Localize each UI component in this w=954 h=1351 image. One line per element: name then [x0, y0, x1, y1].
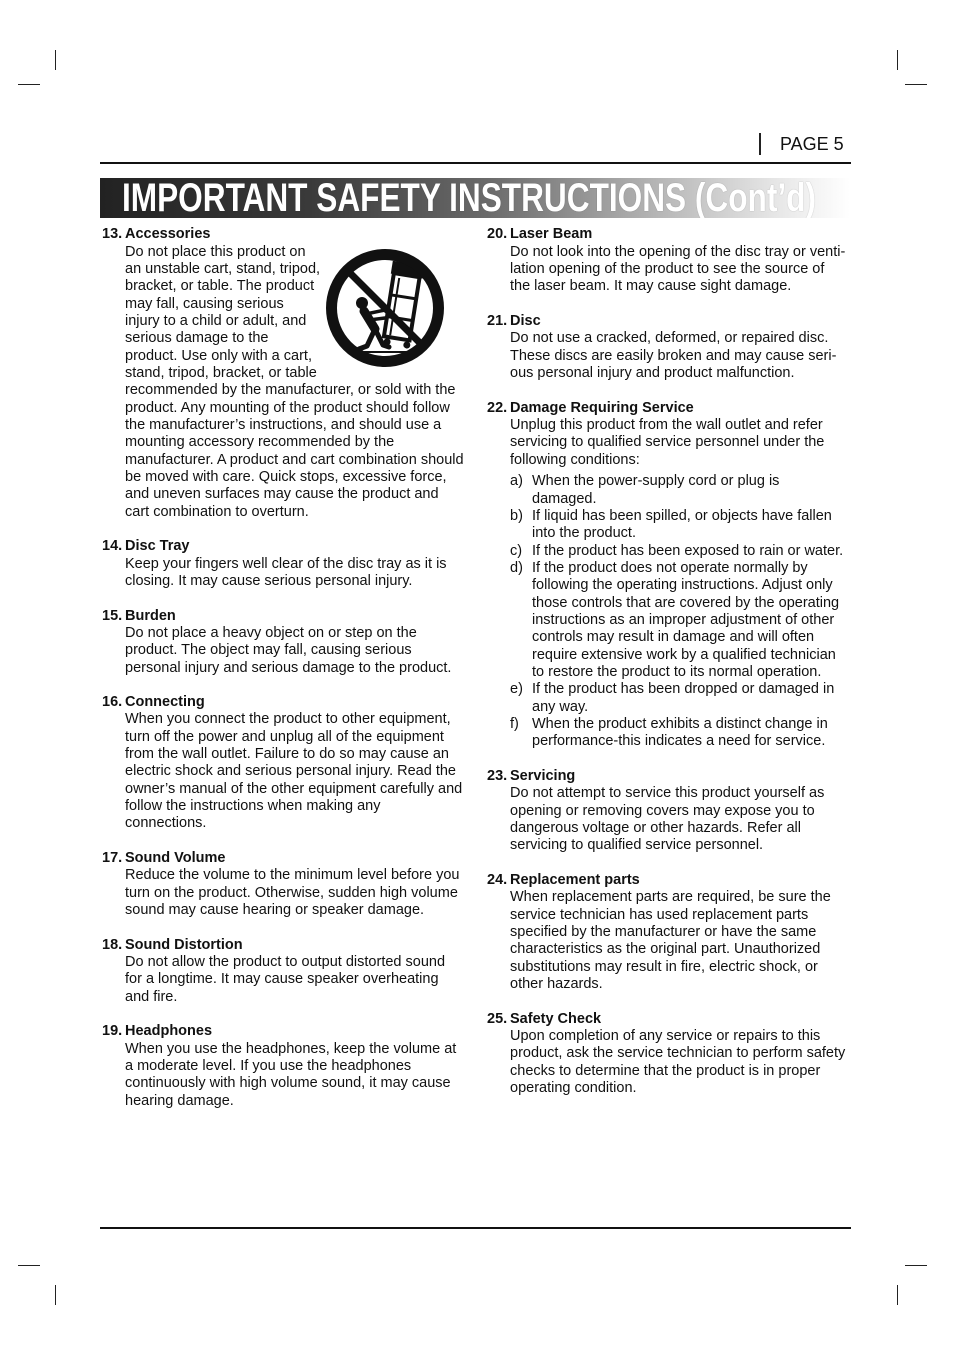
footer-rule	[100, 1227, 851, 1229]
item-body	[487, 330, 852, 382]
safety-item-22	[487, 400, 852, 751]
text-line: When replacement parts are required, be sure the	[510, 889, 831, 906]
text-line: mounting accessory recommended by the	[125, 434, 395, 451]
left-column	[102, 226, 468, 1127]
text-line: Upon completion of any service or repairs to this	[510, 1027, 821, 1044]
text-line: electric shock and serious personal injury. Read the	[125, 763, 456, 780]
text-line: to restore the product to its normal operation.	[532, 664, 822, 680]
item-number: 14.	[102, 538, 123, 555]
text-line: closing. It may cause serious personal injury.	[125, 572, 413, 589]
text-line: controls may result in damage and will often	[532, 629, 815, 646]
safety-item-14	[102, 538, 468, 590]
text-line: Keep your fingers well clear of the disc tray as it is	[125, 555, 447, 572]
item-number: 13.	[102, 226, 123, 243]
text-line: and fire.	[125, 988, 178, 1005]
page-title: IMPORTANT SAFETY INSTRUCTIONS (Cont’d)	[122, 178, 816, 218]
text-line: characteristics as the original part. Unauthorized	[510, 941, 821, 958]
item-heading	[102, 538, 468, 555]
text-line: recommended by the manufacturer, or sold with the	[125, 382, 456, 399]
text-line: product. Use only with a cart,	[125, 347, 312, 364]
text-line: follow the instructions when making any	[125, 798, 381, 815]
text-line: the manufacturer’s instructions, and should use a	[125, 416, 442, 433]
crop-mark-bottom-right-vertical	[897, 1285, 898, 1305]
crop-mark-bottom-left-horizontal	[18, 1265, 40, 1266]
text-line: sound may cause hearing or speaker damage.	[125, 902, 425, 919]
item-title: Safety Check	[510, 1010, 602, 1027]
item-heading	[487, 313, 852, 330]
item-body	[487, 889, 852, 993]
text-line: product. The object may fall, causing serious	[125, 642, 412, 659]
item-body	[102, 954, 468, 1006]
text-line: Do not place this product on	[125, 243, 306, 260]
text-line: Do not look into the opening of the disc tray or venti-	[510, 243, 846, 260]
crop-mark-bottom-left-vertical	[55, 1285, 56, 1305]
text-line: from the wall outlet. Failure to do so may cause an	[125, 746, 449, 763]
condition-marker: b)	[510, 508, 523, 525]
text-line: Reduce the volume to the minimum level before you	[125, 867, 460, 884]
safety-item-16	[102, 694, 468, 833]
item-heading	[102, 226, 468, 243]
text-line: require extensive work by a qualified technician	[532, 646, 836, 663]
crop-mark-top-left-horizontal	[18, 84, 40, 85]
item-number: 21.	[487, 312, 508, 329]
condition-marker: c)	[510, 542, 523, 559]
item-title: Accessories	[125, 226, 211, 243]
text-line: opening or removing covers may expose you to	[510, 802, 815, 819]
item-number: 17.	[102, 850, 123, 867]
text-line: ous personal injury and product malfunction.	[510, 364, 795, 381]
safety-item-23	[487, 768, 852, 855]
item-number: 23.	[487, 767, 508, 784]
item-title: Connecting	[125, 694, 205, 711]
item-heading	[102, 1023, 468, 1040]
text-line: Do not allow the product to output distorted sound	[125, 954, 446, 971]
text-line: checks to determine that the product is in proper	[510, 1062, 821, 1079]
safety-item-19	[102, 1023, 468, 1110]
text-line: dangerous voltage or other hazards. Refer all	[510, 819, 801, 836]
title-banner	[100, 178, 850, 218]
text-line: the laser beam. It may cause sight damage.	[510, 278, 792, 295]
item-number: 22.	[487, 399, 508, 416]
item-heading	[102, 850, 468, 867]
text-line: any way.	[532, 698, 589, 715]
crop-mark-top-right-vertical	[897, 50, 898, 70]
safety-item-25	[487, 1011, 852, 1098]
text-line: turn on the product. Otherwise, sudden high volume	[125, 884, 458, 901]
crop-mark-top-right-horizontal	[905, 84, 927, 85]
text-line: servicing to qualified service personnel.	[510, 837, 764, 854]
item-title: Servicing	[510, 767, 576, 784]
item-number: 18.	[102, 936, 123, 953]
text-line: for a longtime. It may cause speaker overheating	[125, 971, 439, 988]
text-line: an unstable cart, stand, tripod,	[125, 260, 321, 277]
item-heading	[102, 694, 468, 711]
item-body	[102, 1041, 468, 1110]
item-body	[102, 244, 468, 521]
text-line: product, ask the service technician to perform safety	[510, 1045, 846, 1062]
item-title: Damage Requiring Service	[510, 399, 694, 416]
text-line: cart combination to overturn.	[125, 503, 309, 520]
item-title: Disc	[510, 312, 541, 329]
item-number: 25.	[487, 1010, 508, 1027]
item-body	[487, 417, 852, 469]
text-line: If the product has been exposed to rain or water.	[532, 542, 844, 559]
safety-item-24	[487, 872, 852, 993]
item-body	[102, 556, 468, 591]
item-body	[487, 785, 852, 854]
text-line: manufacturer. A product and cart combination should	[125, 451, 464, 468]
item-body	[102, 867, 468, 919]
text-line: bracket, or table. The product	[125, 278, 315, 295]
text-line: These discs are easily broken and may cause seri-	[510, 347, 837, 364]
condition-marker: d)	[510, 560, 523, 577]
condition-item	[510, 473, 852, 508]
text-line: turn off the power and unplug all of the equipment	[125, 728, 444, 745]
safety-item-18	[102, 937, 468, 1006]
text-line: Do not attempt to service this product yourself as	[510, 785, 825, 802]
text-line: personal injury and serious damage to the product.	[125, 659, 452, 676]
text-line: serious damage to the	[125, 330, 269, 347]
condition-marker: f)	[510, 715, 519, 732]
item-number: 24.	[487, 871, 508, 888]
text-line: injury to a child or adult, and	[125, 312, 307, 329]
item-number: 15.	[102, 607, 123, 624]
item-number: 20.	[487, 226, 508, 243]
text-line: operating condition.	[510, 1079, 637, 1096]
text-line: damaged.	[532, 490, 597, 507]
text-line: substitutions may result in fire, electric shock, or	[510, 958, 818, 975]
safety-item-13	[102, 226, 468, 521]
text-line: If the product has been dropped or damaged in	[532, 681, 835, 698]
safety-item-20	[487, 226, 852, 295]
item-body	[102, 625, 468, 677]
text-line: other hazards.	[510, 975, 603, 992]
text-line: specified by the manufacturer or have the same	[510, 923, 817, 940]
item-title: Replacement parts	[510, 871, 640, 888]
condition-item	[510, 560, 852, 681]
item-heading	[487, 226, 852, 243]
item-title: Headphones	[125, 1023, 213, 1040]
condition-item	[510, 716, 852, 751]
item-number: 19.	[102, 1023, 123, 1040]
text-line: be moved with care. Quick stops, excessive force,	[125, 468, 447, 485]
text-line: When the product exhibits a distinct change in	[532, 715, 828, 732]
item-heading	[487, 768, 852, 785]
condition-item	[510, 543, 852, 560]
crop-mark-top-left-vertical	[55, 50, 56, 70]
text-line: lation opening of the product to see the source of	[510, 260, 825, 277]
condition-list	[487, 473, 852, 750]
item-body	[487, 1028, 852, 1097]
text-line: service technician has used replacement parts	[510, 906, 809, 923]
text-line: product. Any mounting of the product should follow	[125, 399, 450, 416]
text-line: may fall, causing serious	[125, 295, 284, 312]
item-heading	[102, 608, 468, 625]
crop-mark-bottom-right-horizontal	[905, 1265, 927, 1266]
text-line: performance-this indicates a need for service.	[532, 733, 826, 750]
text-line: stand, tripod, bracket, or table	[125, 364, 317, 381]
item-body	[487, 244, 852, 296]
text-line: a moderate level. If you use the headphones	[125, 1058, 412, 1075]
item-heading	[487, 400, 852, 417]
text-line: following the operating instructions. Adjust only	[532, 577, 833, 594]
safety-item-17	[102, 850, 468, 919]
text-line: and uneven surfaces may cause the product and	[125, 486, 439, 503]
condition-item	[510, 681, 852, 716]
item-heading	[487, 1011, 852, 1028]
text-line: connections.	[125, 815, 207, 832]
text-line: hearing damage.	[125, 1092, 234, 1109]
text-line: continuously with high volume sound, it may cause	[125, 1075, 451, 1092]
item-body	[102, 711, 468, 832]
text-line: those controls that are covered by the operating	[532, 594, 840, 611]
item-title: Laser Beam	[510, 226, 593, 243]
condition-marker: a)	[510, 473, 523, 490]
page-number-label: PAGE 5	[780, 134, 844, 154]
item-heading	[487, 872, 852, 889]
text-line: Unplug this product from the wall outlet and refer	[510, 416, 823, 433]
item-title: Burden	[125, 607, 176, 624]
right-column	[487, 226, 852, 1114]
item-heading	[102, 937, 468, 954]
text-line: instructions as an improper adjustment of other	[532, 612, 835, 629]
text-line: When you use the headphones, keep the volume at	[125, 1040, 457, 1057]
text-line: When you connect the product to other equipment,	[125, 711, 451, 728]
text-line: Do not place a heavy object on or step on the	[125, 624, 417, 641]
item-title: Disc Tray	[125, 538, 190, 555]
item-title: Sound Distortion	[125, 936, 243, 953]
safety-item-21	[487, 313, 852, 382]
text-line: Do not use a cracked, deformed, or repaired disc.	[510, 330, 829, 347]
text-line: servicing to qualified service personnel under the	[510, 434, 825, 451]
text-line: If the product does not operate normally by	[532, 560, 808, 577]
text-line: following conditions:	[510, 451, 640, 468]
text-line: owner’s manual of the other equipment carefully and	[125, 780, 463, 797]
condition-marker: e)	[510, 681, 523, 698]
text-line: into the product.	[532, 525, 636, 542]
header-rule	[100, 162, 851, 164]
safety-item-15	[102, 608, 468, 677]
page-label-divider	[759, 133, 761, 155]
item-number: 16.	[102, 694, 123, 711]
text-line: If liquid has been spilled, or objects have fallen	[532, 508, 832, 525]
condition-item	[510, 508, 852, 543]
text-line: When the power-supply cord or plug is	[532, 473, 780, 490]
item-title: Sound Volume	[125, 850, 226, 867]
